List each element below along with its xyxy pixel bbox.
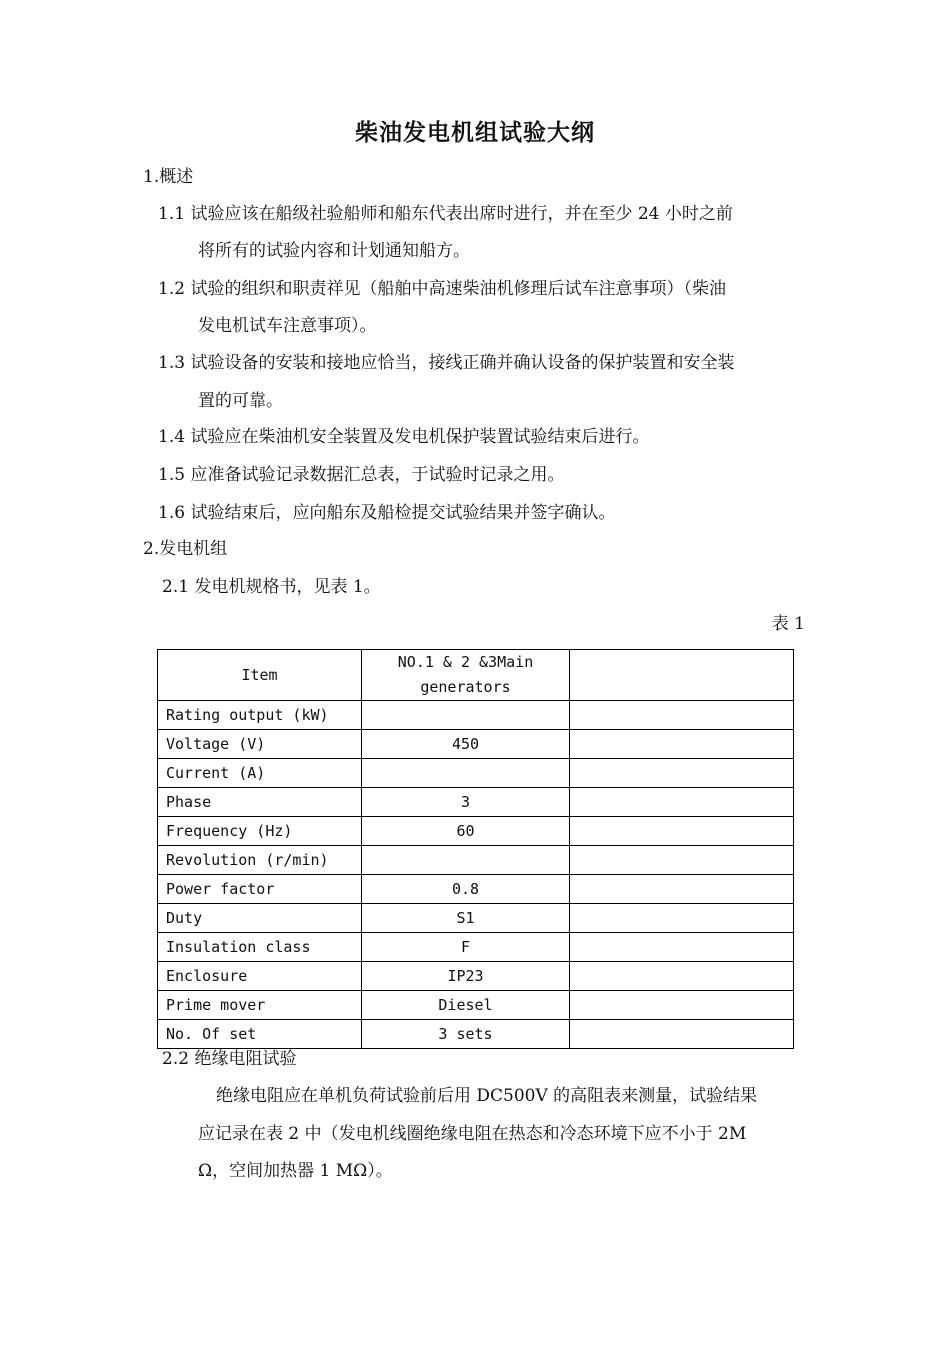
row-extra-cell [570,1020,794,1049]
item-1-1: 1.1 试验应该在船级社验船师和船东代表出席时进行，并在至少 24 小时之前 [158,204,733,224]
table-row [158,962,794,991]
paragraph-line-3: Ω，空间加热器 1 MΩ）。 [198,1161,393,1181]
row-label-cell: Enclosure [158,962,362,991]
row-value-cell: 3 sets [362,1020,570,1049]
table-row [158,1020,794,1049]
item-1-5: 1.5 应准备试验记录数据汇总表，于试验时记录之用。 [158,465,565,485]
row-extra-cell [570,701,794,730]
row-extra-cell [570,904,794,933]
item-1-2-cont: 发电机试车注意事项）。 [198,316,377,336]
section-2-heading: 2.发电机组 [143,539,228,559]
row-value-cell: Diesel [362,991,570,1020]
row-extra-cell [570,933,794,962]
item-1-3-cont: 置的可靠。 [198,391,283,411]
row-extra-cell [570,817,794,846]
row-label-cell: Power factor [158,875,362,904]
section-1-heading: 1.概述 [143,167,194,187]
table-row [158,904,794,933]
table-label: 表 1 [771,614,805,634]
row-extra-cell [570,962,794,991]
table-row [158,817,794,846]
row-label-cell: Prime mover [158,991,362,1020]
row-value-cell: 0.8 [362,875,570,904]
page-title: 柴油发电机组试验大纲 [355,120,595,146]
row-label-cell: Current (A) [158,759,362,788]
table-row [158,759,794,788]
row-label-cell: Duty [158,904,362,933]
row-value-cell: IP23 [362,962,570,991]
row-label-cell: No. Of set [158,1020,362,1049]
row-value-cell [362,701,570,730]
item-1-6: 1.6 试验结束后，应向船东及船检提交试验结果并签字确认。 [158,503,616,523]
row-label-cell: Frequency (Hz) [158,817,362,846]
row-extra-cell [570,875,794,904]
table-row [158,730,794,759]
table-row [158,788,794,817]
row-extra-cell [570,788,794,817]
subsection-2-2: 2.2 绝缘电阻试验 [162,1049,297,1069]
row-value-cell [362,846,570,875]
subsection-2-1: 2.1 发电机规格书，见表 1。 [162,577,381,597]
item-1-4: 1.4 试验应在柴油机安全装置及发电机保护装置试验结束后进行。 [158,427,650,447]
row-value-cell [362,759,570,788]
generator-spec-table [157,649,794,1049]
row-value-cell: 60 [362,817,570,846]
table-row [158,846,794,875]
table-row [158,991,794,1020]
row-value-cell: 3 [362,788,570,817]
row-extra-cell [570,991,794,1020]
item-1-2: 1.2 试验的组织和职责祥见（船舶中高速柴油机修理后试车注意事项）（柴油 [158,279,726,299]
table-header-row [158,650,794,701]
row-label-cell: Revolution (r/min) [158,846,362,875]
row-label-cell: Insulation class [158,933,362,962]
row-label-cell: Voltage (V) [158,730,362,759]
row-value-cell: F [362,933,570,962]
item-1-3: 1.3 试验设备的安装和接地应恰当，接线正确并确认设备的保护装置和安全装 [158,353,735,373]
row-extra-cell [570,759,794,788]
header-blank [570,650,794,701]
row-extra-cell [570,730,794,759]
row-label-cell: Phase [158,788,362,817]
header-generators: NO.1 & 2 &3Main generators [362,650,570,701]
row-extra-cell [570,846,794,875]
row-label-cell: Rating output (kW) [158,701,362,730]
row-value-cell: 450 [362,730,570,759]
item-1-1-cont: 将所有的试验内容和计划通知船方。 [198,241,470,261]
paragraph-line-1: 绝缘电阻应在单机负荷试验前后用 DC500V 的高阻表来测量，试验结果 [216,1086,758,1106]
header-item: Item [158,650,362,701]
table-row [158,875,794,904]
paragraph-line-2: 应记录在表 2 中（发电机线圈绝缘电阻在热态和冷态环境下应不小于 2M [198,1124,747,1144]
table-row [158,701,794,730]
table-row [158,933,794,962]
row-value-cell: S1 [362,904,570,933]
